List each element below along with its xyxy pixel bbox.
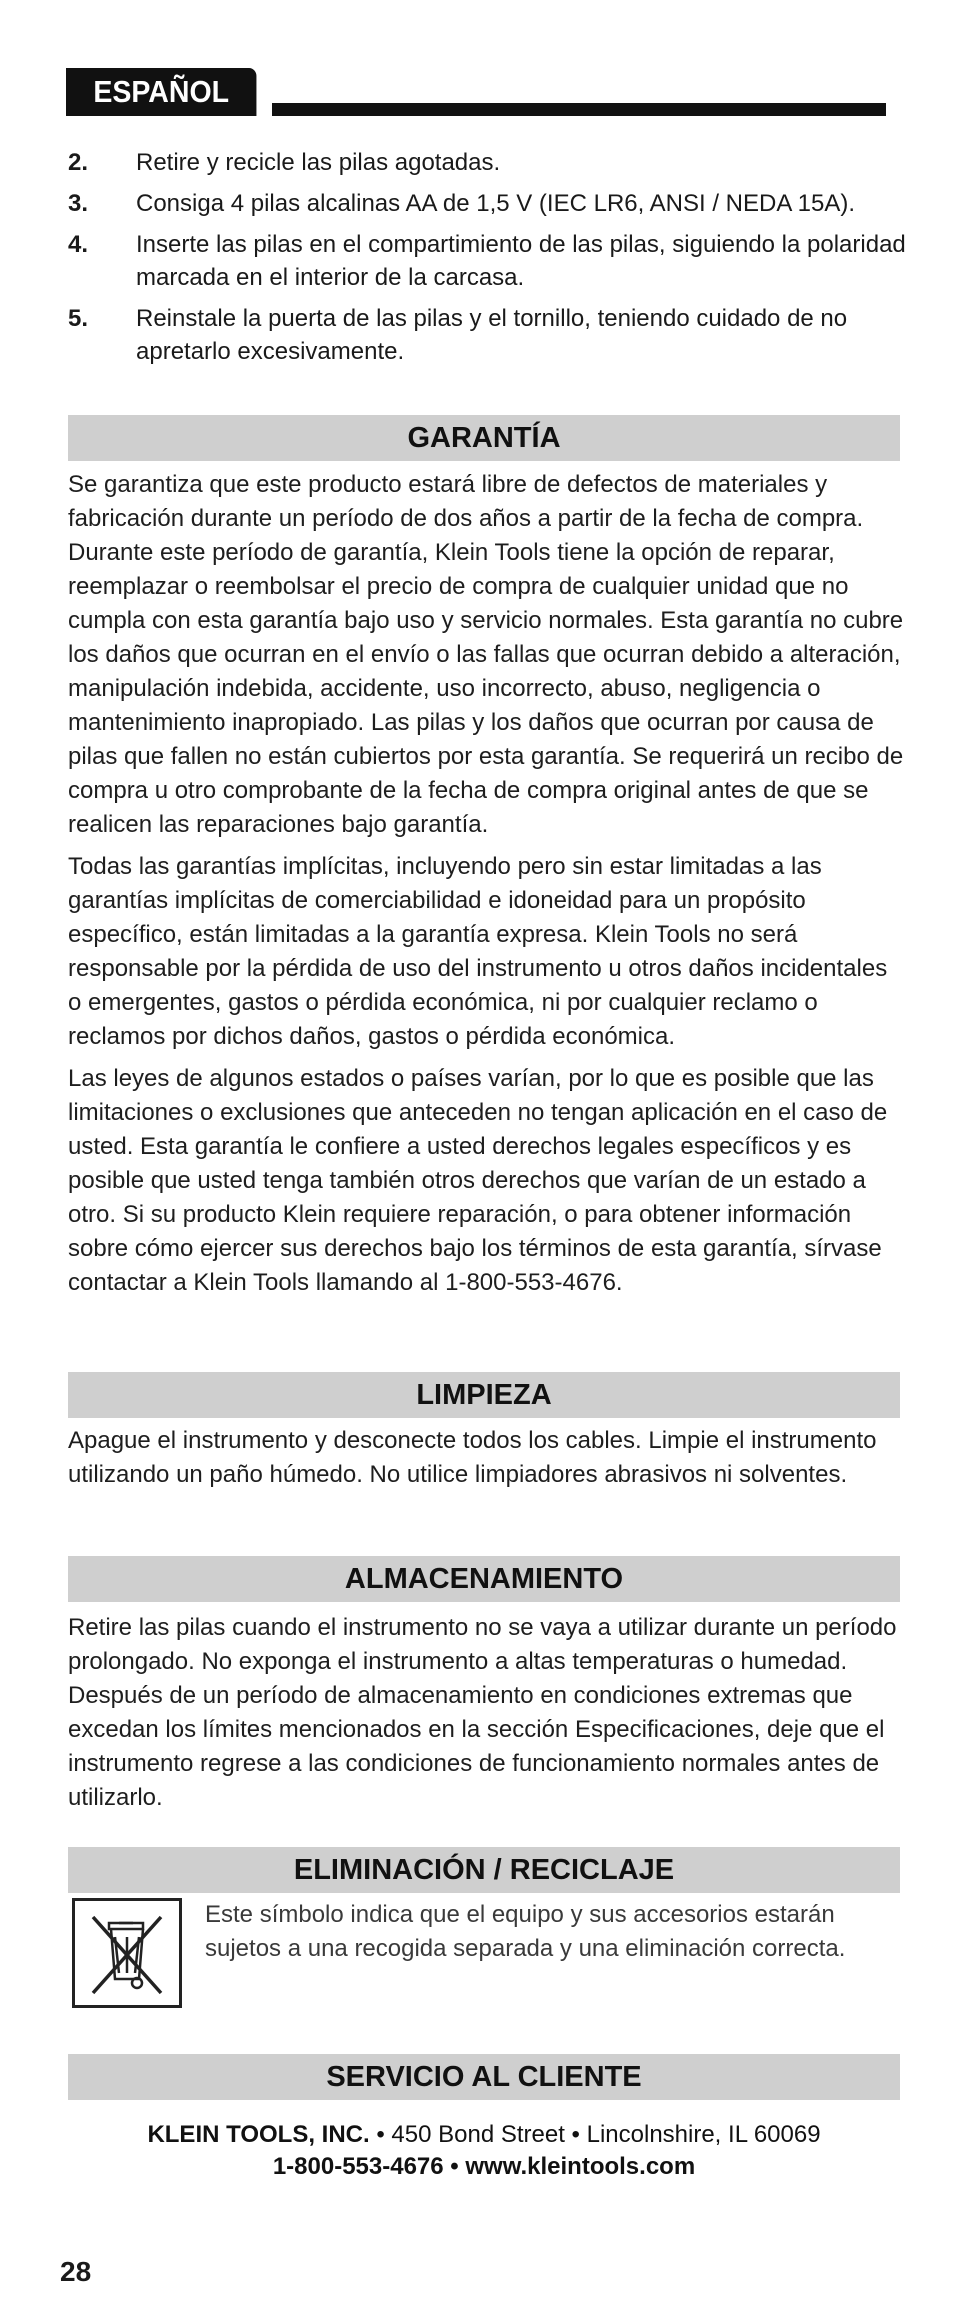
list-item — [68, 228, 908, 294]
cleaning-text: Apague el instrumento y desconecte todos los cables. Limpie el instrumento utilizando un paño húmedo. No utilice limpiadores abrasivos ni solventes. — [68, 1427, 877, 1488]
list-item — [68, 187, 908, 220]
step-number: 5. — [68, 305, 89, 332]
list-item — [68, 146, 908, 179]
storage-text: Retire las pilas cuando el instrumento no se vaya a utilizar durante un período prolongado. No exponga el instrumento a altas temperaturas o humedad. Después de un período de almacenamiento en condiciones extremas que excedan los límites mencionados en la sección Especificaciones, deje que el instrumento regrese a las condiciones de funcionamiento normales antes de utilizarlo. — [68, 1614, 897, 1811]
step-number: 3. — [68, 190, 89, 217]
header-rule — [272, 103, 886, 116]
page-number: 28 — [60, 2256, 92, 2287]
service-heading: SERVICIO AL CLIENTE — [68, 2054, 900, 2100]
disposal-text: Este símbolo indica que el equipo y sus accesorios estarán sujetos a una recogida separada y una eliminación correcta. — [205, 1901, 846, 1962]
storage-heading: ALMACENAMIENTO — [68, 1556, 900, 1602]
warranty-body — [68, 468, 904, 1308]
step-text: Inserte las pilas en el compartimiento de las pilas, siguiendo la polaridad marcada en el interior de la carcasa. — [136, 231, 906, 291]
battery-steps-list — [68, 146, 908, 376]
disposal-heading: ELIMINACIÓN / RECICLAJE — [68, 1847, 900, 1893]
warranty-paragraph-2: Todas las garantías implícitas, incluyendo pero sin estar limitadas a las garantías implícitas de comerciabilidad e idoneidad para un propósito específico, están limitadas a la garantía expresa. Klein Tools no será responsable por la pérdida de uso del instrumento u otros daños incidentales o emergentes, gastos o pérdida económica, ni por cualquier reclamo o reclamos por dichos daños, gastos o pérdida económica. — [68, 853, 888, 1050]
address-text: • 450 Bond Street • Lincolnshire, IL 60069 — [369, 2121, 821, 2148]
step-text: Retire y recicle las pilas agotadas. — [136, 149, 501, 176]
warranty-heading: GARANTÍA — [68, 415, 900, 461]
company-name: KLEIN TOOLS, INC. — [147, 2121, 370, 2148]
step-number: 2. — [68, 149, 89, 176]
step-text: Reinstale la puerta de las pilas y el tornillo, teniendo cuidado de no apretarlo excesivamente. — [136, 305, 848, 365]
language-tab: ESPAÑOL — [66, 68, 256, 116]
company-address — [68, 2118, 900, 2152]
step-number: 4. — [68, 231, 89, 258]
warranty-paragraph-1: Se garantiza que este producto estará libre de defectos de materiales y fabricación durante un período de dos años a partir de la fecha de compra. Durante este período de garantía, Klein Tools tiene la opción de reparar, reemplazar o reembolsar el precio de compra de cualquier unidad que no cumpla con esta garantía bajo uso y servicio normales. Esta garantía no cubre los daños que ocurran en el envío o las fallas que ocurran debido a alteración, manipulación indebida, accidente, uso incorrecto, abuso, negligencia o mantenimiento inapropiado. Las pilas y los daños que ocurran por causa de pilas que fallen no están cubiertos por esta garantía. Se requerirá un recibo de compra u otro comprobante de la fecha de compra original antes de que se realicen las reparaciones bajo garantía. — [68, 471, 904, 838]
crossed-out-wheelie-bin-icon — [72, 1898, 182, 2008]
step-text: Consiga 4 pilas alcalinas AA de 1,5 V (IEC LR6, ANSI / NEDA 15A). — [136, 190, 856, 217]
cleaning-heading: LIMPIEZA — [68, 1372, 900, 1418]
warranty-paragraph-3: Las leyes de algunos estados o países varían, por lo que es posible que las limitaciones o exclusiones que anteceden no tengan aplicación en el caso de usted. Esta garantía le confiere a usted derechos legales específicos y es posible que usted tenga también otros derechos que varían de un estado a otro. Si su producto Klein requiere reparación, o para obtener información sobre cómo ejercer sus derechos bajo los términos de esta garantía, sírvase contactar a Klein Tools llamando al 1-800-553-4676. — [68, 1065, 888, 1296]
list-item — [68, 302, 908, 368]
phone-website: 1-800-553-4676 • www.kleintools.com — [272, 2153, 696, 2180]
